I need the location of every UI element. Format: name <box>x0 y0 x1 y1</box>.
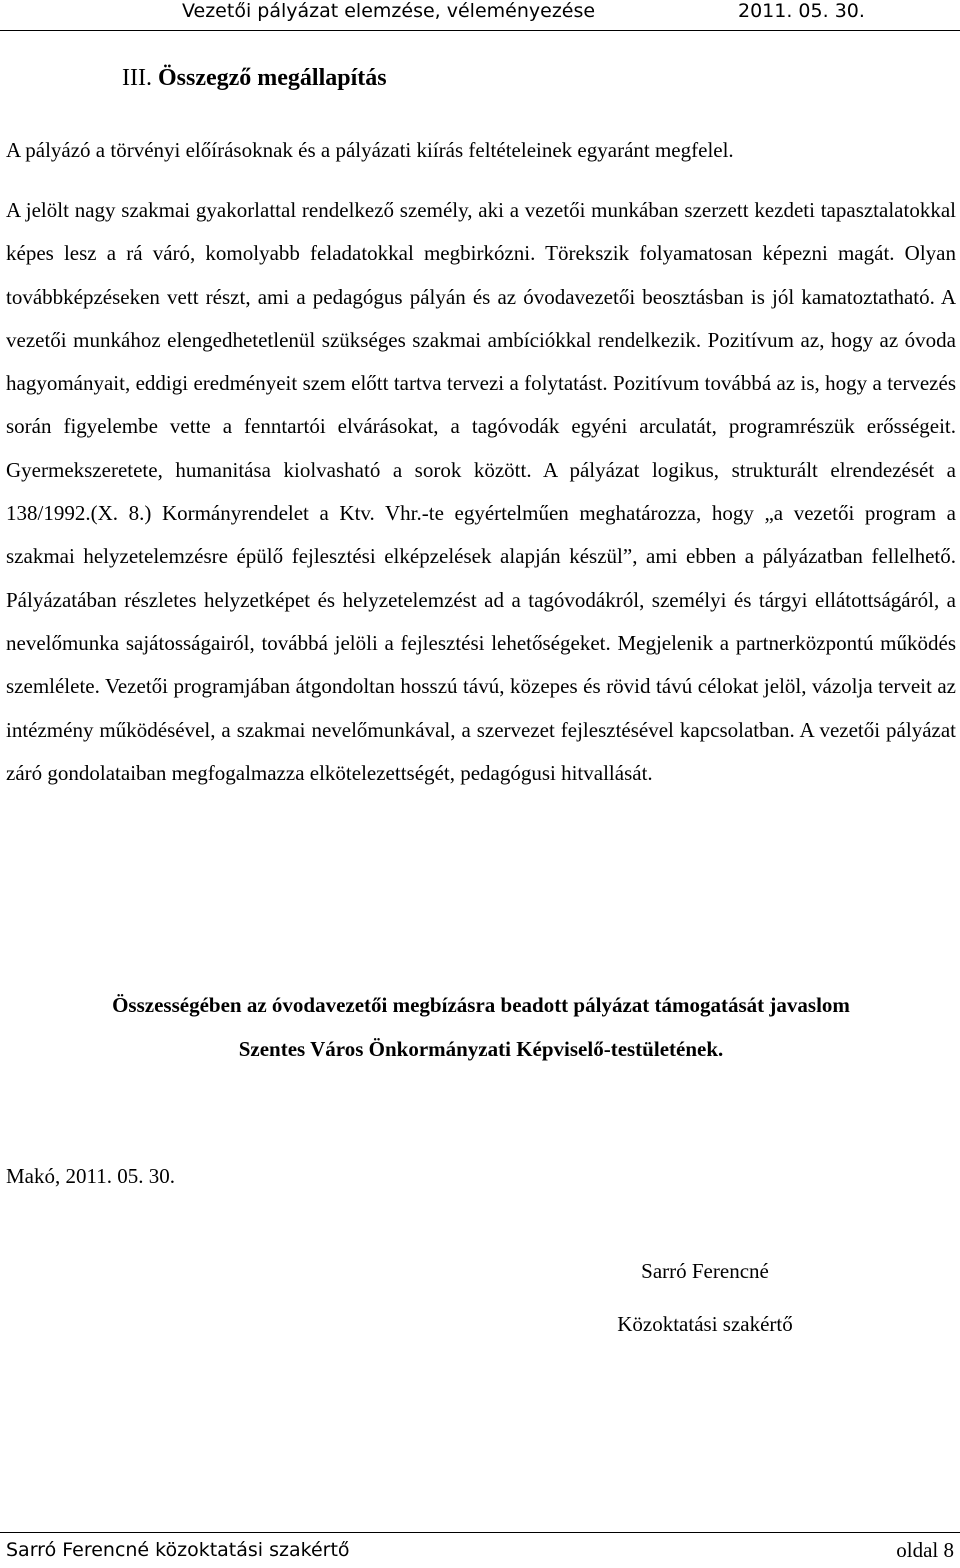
footer-page-number: oldal 8 <box>896 1538 954 1562</box>
recommendation-block <box>6 983 956 1071</box>
section-title: Összegző megállapítás <box>157 65 387 91</box>
recommendation-line-1: Összességében az óvodavezetői megbízásra beadott pályázat támogatását javaslom <box>112 993 850 1017</box>
header-document-title: Vezetői pályázat elemzése, véleményezése <box>182 0 596 22</box>
running-header <box>0 0 960 31</box>
footer-author: Sarró Ferencné közoktatási szakértő <box>6 1539 350 1561</box>
section-number: III. <box>122 65 152 91</box>
recommendation-line-2: Szentes Város Önkormányzati Képviselő-testületének. <box>238 1037 724 1061</box>
body-paragraph: A jelölt nagy szakmai gyakorlattal rendelkező személy, aki a vezetői munkában szerzett kezdeti tapasztalatokkal képes lesz a rá váró, komolyabb feladatokkal megbirkózni. Törekszik folyamatosan képezni magát. Olyan továbbképzéseken vett részt, ami a pedagógus pályán és az óvodavezetői beosztásban is jól kamatoztatható. A vezetői munkához elengedhetetlenül szükséges szakmai ambíciókkal rendelkezik. Pozitívum az, hogy az óvoda hagyományait, eddigi eredményeit szem előtt tartva tervezi a folytatást. Pozitívum továbbá az is, hogy a tervezés során figyelembe vette a fenntartói elvárásokat, a tagóvodák egyéni arculatát, programrészük erősségeit. Gyermekszeretete, humanitása kiolvasható a sorok között. A pályázat logikus, strukturált elrendezését a 138/1992.(X. 8.) Kormányrendelet a Ktv. Vhr.-te egyértelműen meghatározza, hogy „a vezetői program a szakmai helyzetelemzésre épülő fejlesztési elképzelések alapján készül”, ami ebben a pályázatban fellelhető. Pályázatában részletes helyzetképet és helyzetelemzést ad a tagóvodákról, személyi és tárgyi ellátottságáról, a nevelőmunka sajátosságairól, továbbá jelöli a fejlesztési lehetőségeket. Megjelenik a partnerközpontú működés szemlélete. Vezetői programjában átgondoltan hosszú távú, közepes és rövid távú célokat jelöl, vázolja terveit az intézmény működésével, a szakmai nevelőmunkával, a szervezet fejlesztésével kapcsolatban. A vezetői pályázat záró gondolataiban megfogalmazza elkötelezettségét, pedagógusi hitvallását. <box>6 198 956 785</box>
place-and-date: Makó, 2011. 05. 30. <box>6 1164 175 1188</box>
signer-name: Sarró Ferencné <box>641 1259 769 1283</box>
running-footer <box>0 1532 960 1568</box>
signer-role: Közoktatási szakértő <box>617 1312 793 1336</box>
signature-block <box>560 1245 850 1351</box>
header-date: 2011. 05. 30. <box>738 0 865 22</box>
intro-paragraph: A pályázó a törvényi előírásoknak és a pályázati kiírás feltételeinek egyaránt megfelel. <box>6 138 734 162</box>
section-heading <box>122 62 387 94</box>
